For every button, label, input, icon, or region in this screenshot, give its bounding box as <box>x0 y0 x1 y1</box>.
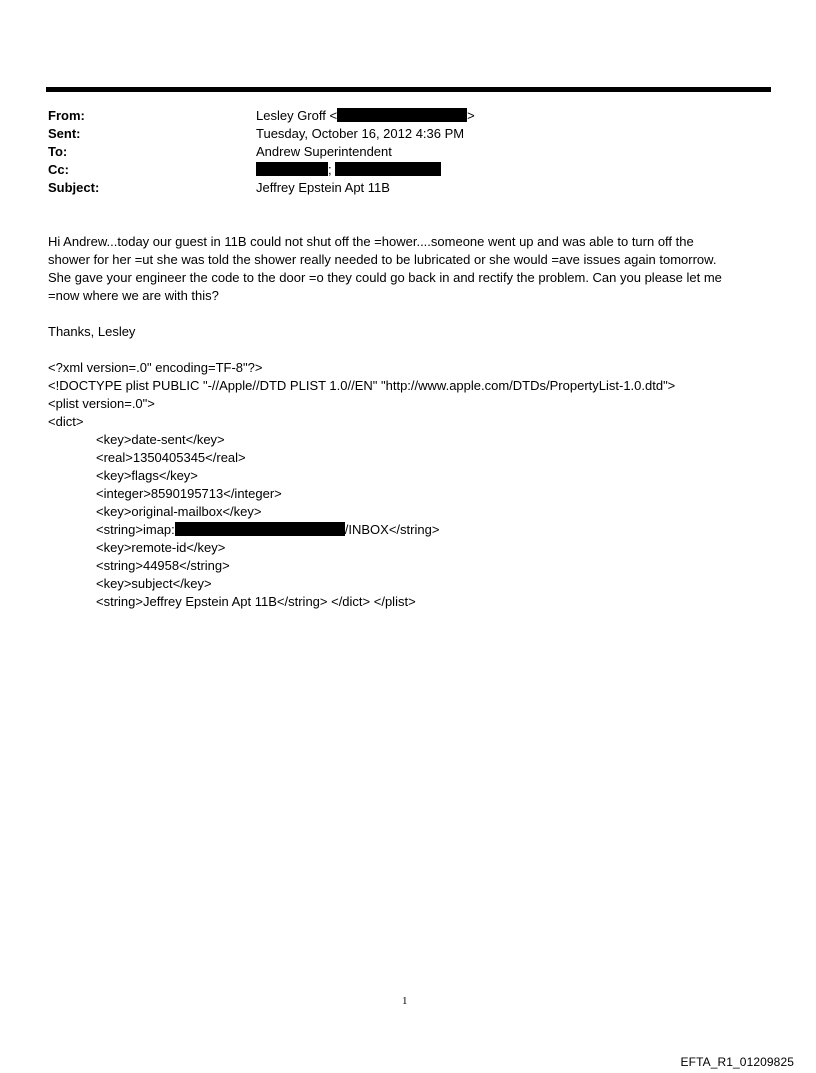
sent-row <box>48 125 768 143</box>
from-suffix: > <box>467 108 475 123</box>
redaction-block <box>256 162 328 176</box>
email-header <box>48 107 768 197</box>
redaction-block <box>337 108 467 122</box>
subject-row <box>48 179 768 197</box>
from-value <box>256 107 475 125</box>
to-value: Andrew Superintendent <box>256 144 392 159</box>
body-line: shower for her =ut she was told the shower really needed to be lubricated or she would =ave issues again tomorrow. <box>48 252 717 267</box>
email-signoff: Thanks, Lesley <box>48 324 136 339</box>
plist-entry: <key>original-mailbox</key> <box>96 504 262 519</box>
xml-declaration: <?xml version=.0" encoding=TF-8"?> <box>48 360 263 375</box>
dict-open: <dict> <box>48 414 84 429</box>
cc-row <box>48 161 768 179</box>
cc-value <box>256 161 441 179</box>
body-line: Hi Andrew...today our guest in 11B could not shut off the =hower....someone went up and was able to turn off the <box>48 234 694 249</box>
plist-metadata <box>48 359 768 611</box>
imap-suffix: /INBOX</string> <box>344 522 440 537</box>
from-label: From: <box>48 108 85 123</box>
cc-separator: ; <box>328 162 332 177</box>
to-label: To: <box>48 144 68 159</box>
redaction-block <box>175 522 345 536</box>
plist-entry: <integer>8590195713</integer> <box>96 486 282 501</box>
cc-label: Cc: <box>48 162 69 177</box>
plist-imap-entry <box>48 521 768 539</box>
plist-entry: <string>44958</string> <box>96 558 230 573</box>
body-line: She gave your engineer the code to the door =o they could go back in and rectify the problem. Can you please let me <box>48 270 722 285</box>
plist-entry: <string>Jeffrey Epstein Apt 11B</string> </dict> </plist> <box>96 594 416 609</box>
plist-entry: <key>date-sent</key> <box>96 432 225 447</box>
page-number: 1 <box>402 995 408 1007</box>
plist-entry: <key>subject</key> <box>96 576 212 591</box>
from-name: Lesley Groff < <box>256 108 338 123</box>
sent-value: Tuesday, October 16, 2012 4:36 PM <box>256 126 465 141</box>
subject-label: Subject: <box>48 180 100 195</box>
plist-open: <plist version=.0"> <box>48 396 155 411</box>
redaction-block <box>335 162 441 176</box>
imap-prefix: <string>imap: <box>96 522 175 537</box>
plist-entry: <key>remote-id</key> <box>96 540 226 555</box>
plist-doctype: <!DOCTYPE plist PUBLIC "-//Apple//DTD PLIST 1.0//EN" "http://www.apple.com/DTDs/PropertyList-1.0.dtd"> <box>48 378 676 393</box>
subject-value: Jeffrey Epstein Apt 11B <box>256 180 390 195</box>
plist-entry: <real>1350405345</real> <box>96 450 246 465</box>
header-divider <box>46 87 771 92</box>
document-id: EFTA_R1_01209825 <box>680 1055 794 1069</box>
from-row <box>48 107 768 125</box>
to-row <box>48 143 768 161</box>
body-line: =now where we are with this? <box>48 288 219 303</box>
email-body <box>48 233 758 305</box>
sent-label: Sent: <box>48 126 81 141</box>
plist-entry: <key>flags</key> <box>96 468 198 483</box>
